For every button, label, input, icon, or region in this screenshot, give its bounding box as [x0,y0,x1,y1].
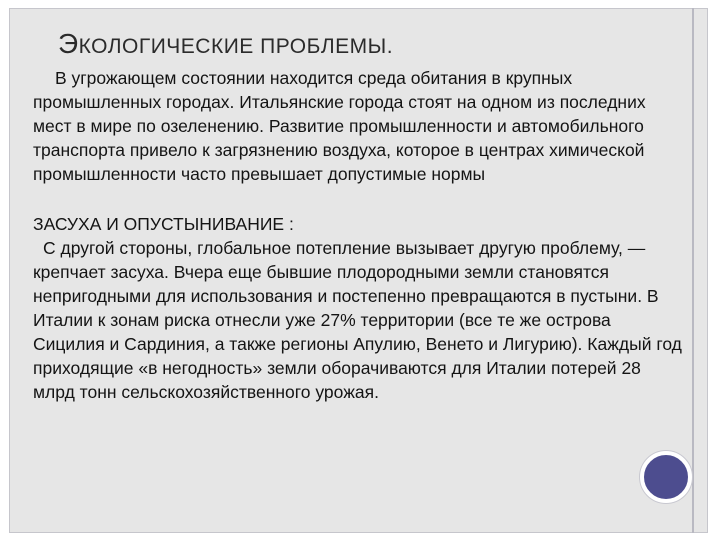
title-rest: КОЛОГИЧЕСКИЕ ПРОБЛЕМЫ. [78,35,394,58]
section-heading-drought: ЗАСУХА И ОПУСТЫНИВАНИЕ : [33,214,294,234]
slide-title [58,28,393,60]
paragraph-drought: С другой стороны, глобальное потепление вызывает другую проблему, — крепчает засуха. Вчера еще бывшие плодородными земли становятся непригодными для использования и постепенно превращаются в пустыни. В Италии к зонам риска отнесли уже 27% территории (все те же острова Сицилия и Сардиния, а также регионы Апулию, Венето и Лигурию). Каждый год приходящие «в негодность» земли оборачиваются для Италии потерей 28 млрд тонн сельскохозяйственного урожая. [33,238,682,402]
paragraph-air-pollution: В угрожающем состоянии находится среда обитания в крупных промышленных городах. Итальянские города стоят на одном из последних мест в мире по озеленению. Развитие промышленности и автомобильного транспорта привело к загрязнению воздуха, которое в центрах химической промышленности часто превышает допустимые нормы [33,68,646,184]
decorative-circle [640,451,692,503]
title-first-letter: Э [58,28,79,59]
vertical-divider-line [692,8,694,533]
